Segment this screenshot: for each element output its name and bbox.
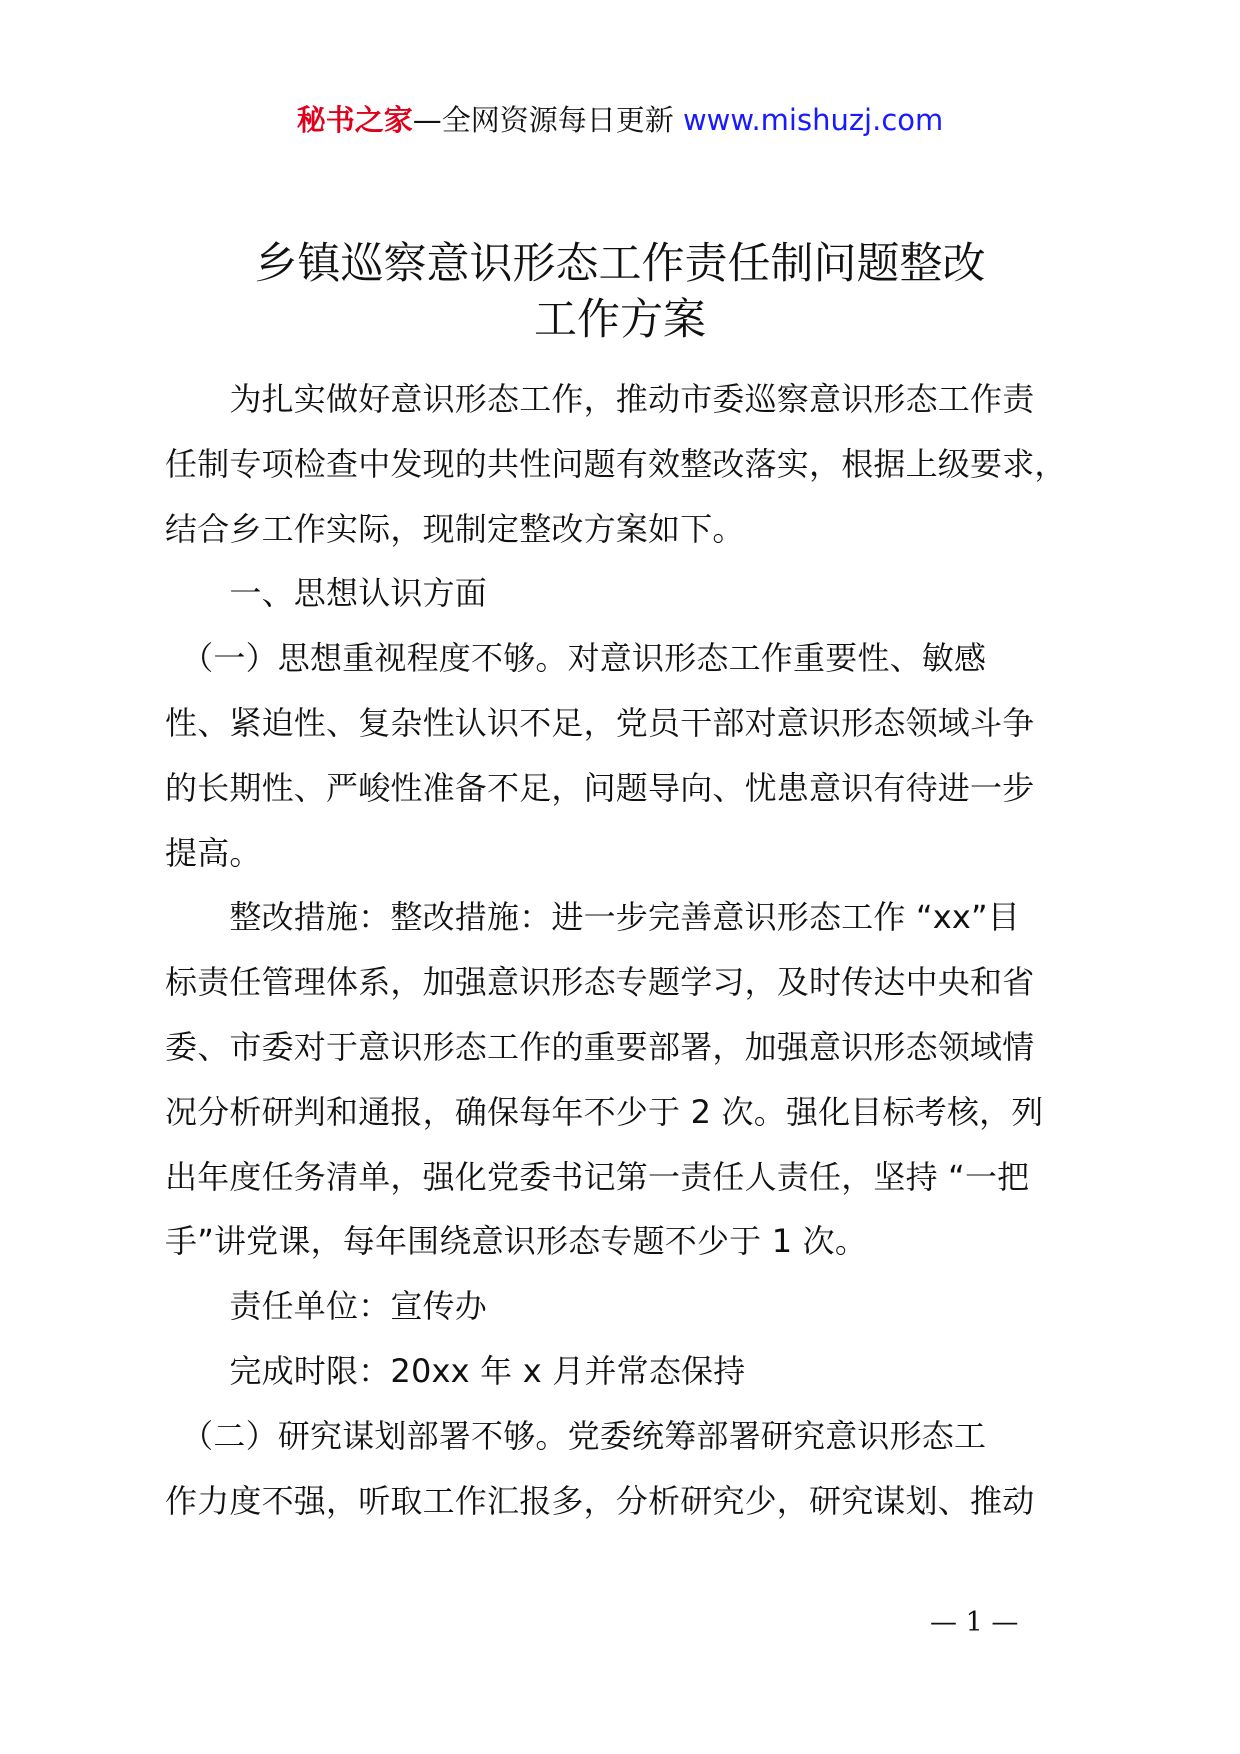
header-tagline: —全网资源每日更新 xyxy=(412,103,674,137)
body-line: 性、紧迫性、复杂性认识不足，党员干部对意识形态领域斗争 xyxy=(165,703,1035,742)
body-line: 出年度任务清单，强化党委书记第一责任人责任，坚持 “一把 xyxy=(165,1157,1030,1196)
body-line: 况分析研判和通报，确保每年不少于 2 次。强化目标考核，列 xyxy=(165,1092,1044,1131)
title-line-2: 工作方案 xyxy=(534,295,706,345)
site-header xyxy=(0,100,1240,140)
section-heading: 一、思想认识方面 xyxy=(165,574,488,613)
page-number: — 1 — xyxy=(930,1607,1019,1638)
body-line: 整改措施：整改措施：进一步完善意识形态工作 “xx”目 xyxy=(165,898,1021,937)
body-line: （一）思想重视程度不够。对意识形态工作重要性、敏感 xyxy=(165,639,987,678)
body-line: 为扎实做好意识形态工作，推动市委巡察意识形态工作责 xyxy=(165,380,1035,418)
body-line: 结合乡工作实际，现制定整改方案如下。 xyxy=(165,509,745,548)
body-line: 提高。 xyxy=(165,833,262,872)
body-line: 委、市委对于意识形态工作的重要部署，加强意识形态领域情 xyxy=(165,1027,1035,1066)
responsible-unit: 责任单位：宣传办 xyxy=(165,1287,488,1326)
document-title xyxy=(0,236,1240,348)
site-url-link[interactable]: www.mishuzj.com xyxy=(673,103,944,137)
body-line: 作力度不强，听取工作汇报多，分析研究少，研究谋划、推动 xyxy=(165,1481,1035,1520)
body-line: （二）研究谋划部署不够。党委统筹部署研究意识形态工 xyxy=(165,1416,987,1455)
title-line-1: 乡镇巡察意识形态工作责任制问题整改 xyxy=(254,239,986,289)
body-line: 的长期性、严峻性准备不足，问题导向、忧患意识有待进一步 xyxy=(165,768,1035,807)
deadline: 完成时限：20xx 年 x 月并常态保持 xyxy=(165,1351,746,1390)
brand-name: 秘书之家 xyxy=(296,103,413,137)
body-line: 任制专项检查中发现的共性问题有效整改落实，根据上级要求， xyxy=(165,444,1067,483)
body-line: 标责任管理体系，加强意识形态专题学习，及时传达中央和省 xyxy=(165,963,1035,1002)
body-line: 手”讲党课，每年围绕意识形态专题不少于 1 次。 xyxy=(165,1222,868,1261)
document-body xyxy=(165,367,1105,1533)
